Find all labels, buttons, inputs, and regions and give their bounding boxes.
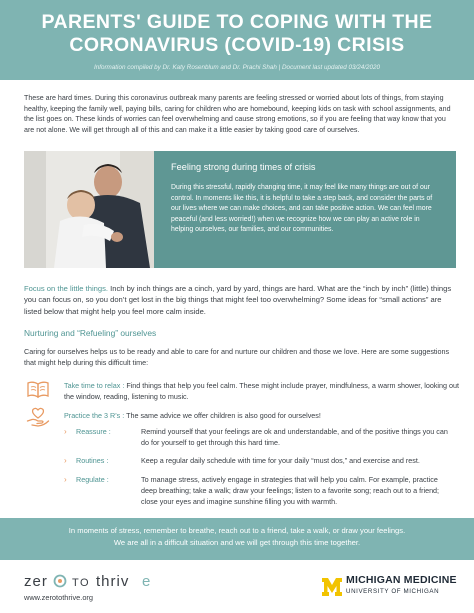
closing-banner xyxy=(0,518,474,560)
chevron-right-icon: › xyxy=(64,475,67,484)
page-subtitle: Information compiled by Dr. Katy Rosenblum and Dr. Prachi Shah | Document last updated 03/24/2020 xyxy=(93,64,381,71)
sub-item-reassure xyxy=(64,426,464,448)
feature-text: During this stressful, rapidly changing time, it may feel like many things are out of our control. In moments like this, it is helpful to take a step back, and consider the parts of our lives where we can make choices, and can take positive action. We can feel more peaceful (and less worried!) when we recognize how we can play an active role in helping ourselves, our families, and our communities. xyxy=(171,184,433,234)
sub-item-regulate xyxy=(64,474,464,507)
relax-text: Find things that help you feel calm. These might include prayer, mindfulness, a warm shower, looking out the window, reading, listening to music. xyxy=(64,381,459,401)
sub-item-text: To manage stress, actively engage in strategies that will help you calm. For example, practice deep breathing; take a walk; draw your feelings; listen to a favorite song; reach out to a friend; close your eyes and imagine sunshine filling you with warmth. xyxy=(141,475,440,506)
focus-label: Focus on the little things. xyxy=(24,284,108,293)
sub-item-label: Reassure : xyxy=(76,427,111,436)
svg-text:e: e xyxy=(142,573,151,590)
relax-label: Take time to relax : xyxy=(64,381,125,390)
page-title xyxy=(0,0,474,57)
chevron-right-icon: › xyxy=(64,427,67,436)
sub-item-text: Remind yourself that your feelings are ok and understandable, and of the positive things you can do for yourself to get through this hard time. xyxy=(141,427,448,447)
svg-text:TO: TO xyxy=(72,577,91,589)
nurture-paragraph: Caring for ourselves helps us to be ready and able to care for and nurture our children and those we love. Here are some suggestions that might help during this difficult time: xyxy=(24,347,450,367)
feature-heading: Feeling strong during times of crisis xyxy=(171,162,316,172)
sub-item-label: Routines : xyxy=(76,456,109,465)
three-rs-label: Practice the 3 R’s : xyxy=(64,411,125,420)
sub-item-routines xyxy=(64,455,464,466)
three-rs-text: The same advice we offer children is also good for ourselves! xyxy=(124,411,321,420)
header-banner xyxy=(0,0,474,80)
michigan-medicine-sub: UNIVERSITY OF MICHIGAN xyxy=(346,588,440,595)
focus-paragraph xyxy=(24,283,456,317)
intro-paragraph: These are hard times. During this coronavirus outbreak many parents are feeling stressed or worried about lots of things, from staying healthy, keeping the family well, paying bills, caring for children who are homebound, keeping kids on task with school assignments, and the list goes on. These kinds of worries can feel overwhelming and cause strong emotions, so if you are feeling that way know that you are not alone. We will get through all of this and can make it a little easier by taking good care of ourselves. xyxy=(24,94,451,134)
three-rs-item xyxy=(64,410,321,421)
sub-item-label: Regulate : xyxy=(76,475,109,484)
svg-text:zer: zer xyxy=(24,573,48,590)
michigan-block-m-icon xyxy=(322,575,342,599)
relax-item xyxy=(64,380,464,402)
title-line-2: CORONAVIRUS (COVID-19) CRISIS xyxy=(69,34,405,56)
nurture-heading: Nurturing and “Refueling” ourselves xyxy=(24,328,157,338)
zero-to-thrive-logo xyxy=(24,572,160,590)
closing-line-2: We are all in a difficult situation and we will get through this time together. xyxy=(113,537,361,547)
parent-child-photo xyxy=(24,151,154,268)
title-line-1: PARENTS' GUIDE TO COPING WITH THE xyxy=(41,11,433,33)
michigan-medicine-name: MICHIGAN MEDICINE xyxy=(346,574,457,586)
closing-line-1: In moments of stress, remember to breathe, reach out to a friend, take a walk, or draw your feelings. xyxy=(68,526,406,535)
sub-item-text: Keep a regular daily schedule with time for your daily “must dos,” and exercise and rest. xyxy=(141,456,420,465)
chevron-right-icon: › xyxy=(64,456,67,465)
book-icon xyxy=(26,378,50,400)
focus-text: Inch by inch things are a cinch, yard by yard, things are hard. What are the “inch by inch” (little) things you can focus on, so you don’t get lost in the big things that might feel too overwhelming? Some ideas for “small actions” are listed below that might help you feel more calm inside. xyxy=(24,284,452,316)
svg-text:thriv: thriv xyxy=(96,573,130,590)
feature-callout xyxy=(154,151,456,268)
heart-hand-icon xyxy=(26,406,50,428)
zero-to-thrive-url[interactable]: www.zerotothrive.org xyxy=(24,593,94,602)
